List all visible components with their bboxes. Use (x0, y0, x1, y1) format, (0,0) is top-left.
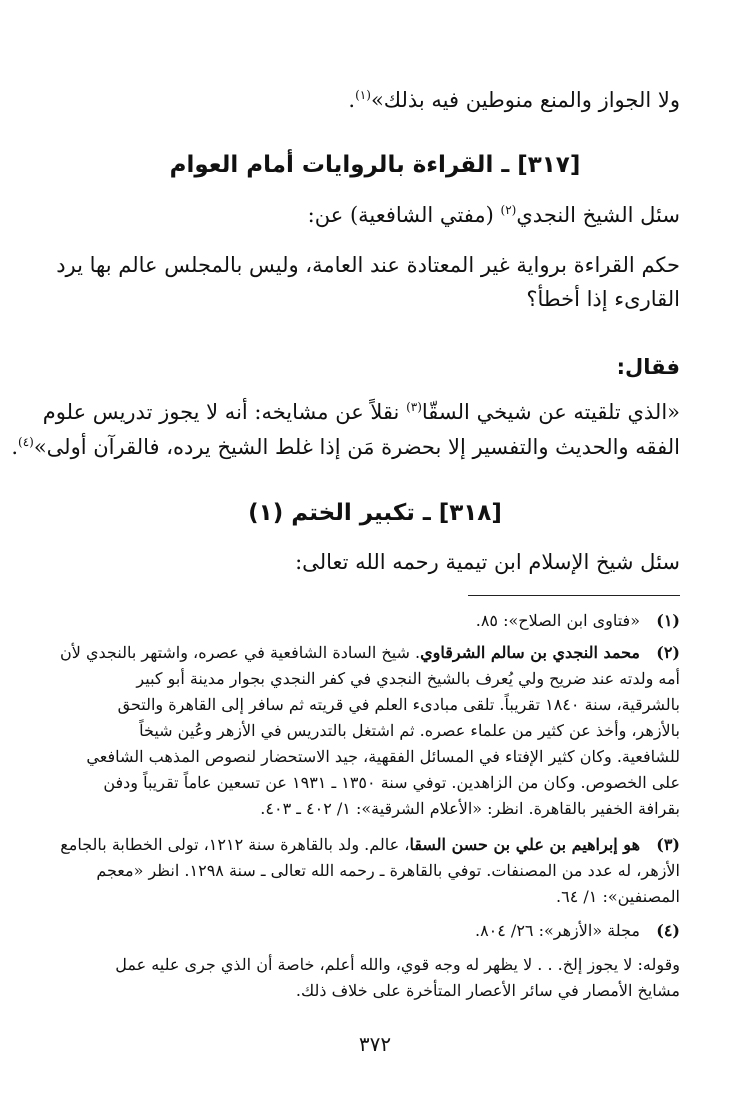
continuation-line: ولا الجواز والمنع منوطين فيه بذلك»$^{(١)}$. (348, 88, 680, 112)
footnote-separator (468, 595, 680, 596)
footnote-number: (١) (656, 611, 680, 630)
footnote-ref-3: (٣) (406, 400, 422, 414)
section-heading-317: [٣١٧] ـ القراءة بالروايات أمام العوام (169, 152, 581, 178)
question-intro-2: سئل شيخ الإسلام ابن تيمية رحمه الله تعالى: (295, 550, 680, 574)
question-text-line-1: حكم القراءة برواية غير المعتادة عند العامة، وليس بالمجلس عالم بها يرد (56, 253, 680, 277)
footnote-number: (٢) (656, 643, 680, 662)
footnote-2-line-2: أمه ولدته عند ضريح ولي يُعرف بالشيخ النجدي في كفر النجدي بجوار مدينة أبو كبير (136, 669, 680, 688)
footnote-2-line-7: بقرافة الخفير بالقاهرة. انظر: «الأعلام الشرقية»: ١/ ٤٠٢ ـ ٤٠٣. (260, 799, 680, 818)
question-text-line-2: القارىء إذا أخطأ؟ (526, 287, 680, 311)
footnote-text: هو إبراهيم بن علي بن حسن السقا، عالم. ولد بالقاهرة سنة ١٢١٢، تولى الخطابة بالجامع (60, 835, 640, 854)
footnote-ref-4: (٤) (18, 435, 34, 449)
footnote-ref-1: (١) (355, 88, 371, 102)
answer-line-1: «الذي تلقيته عن شيخي السقّا$^{(٣)}$ نقلاً عن مشايخه: أنه لا يجوز تدريس علوم (42, 400, 680, 424)
answer-line-2: الفقه والحديث والتفسير إلا بحضرة مَن إذا غلط الشيخ يرده، فالقرآن أولى»$^{(٤)}$. (11, 435, 680, 459)
section-heading-318: [٣١٨] ـ تكبير الختم (١) (248, 500, 502, 526)
footnote-3-line-2: الأزهر، له عدد من المصنفات. توفي بالقاهرة ـ رحمه الله تعالى ـ سنة ١٢٩٨. انظر «معجم (96, 861, 680, 880)
footnote-text: مجلة «الأزهر»: ٢٦/ ٨٠٤. (474, 921, 640, 940)
footnote-text: محمد النجدي بن سالم الشرقاوي. شيخ السادة الشافعية في عصره، واشتهر بالنجدي لأن (60, 643, 640, 662)
footnote-2-line-3: بالشرقية، سنة ١٨٤٠ تقريباً. تلقى مبادىء العلم في قريته ثم سافر إلى القاهرة والتحق (117, 695, 680, 714)
question-intro-1: سئل الشيخ النجدي$^{(٢)}$ (مفتي الشافعية) عن: (307, 203, 680, 227)
footnote-2-line-5: للشافعية. وكان كثير الإفتاء في المسائل الفقهية، جيد الاستحضار لنصوص المذهب الشافعي (86, 747, 680, 766)
answer-label: فقال: (616, 355, 680, 379)
footnote-number: (٤) (656, 921, 680, 940)
footnote-3-line-3: المصنفين»: ١/ ٦٤. (556, 887, 680, 906)
footnote-2-line-4: بالأزهر، وأخذ عن كثير من علماء عصره. ثم اشتغل بالتدريس في الأزهر وعُين شيخاً (139, 721, 680, 740)
footnote-number: (٣) (656, 835, 680, 854)
footnote-2-line-6: على الخصوص. وكان من الزاهدين. توفي سنة ١٣٥٠ ـ ١٩٣١ عن تسعين عاماً تقريباً ودفن (103, 773, 680, 792)
footnote-ref-2: (٢) (500, 203, 517, 217)
footnote-text: «فتاوى ابن الصلاح»: ٨٥. (475, 611, 640, 630)
document-page: ولا الجواز والمنع منوطين فيه بذلك»$^{(١)}$. [٣١٧] ـ القراءة بالروايات أمام العوام سئل الشيخ النجدي$^{(٢)}$ (مفتي الشافعية) عن: حكم القراءة برواية غير المعتادة عند العامة، وليس بالمجلس عالم بها يرد القارىء إذا أخطأ؟ فقال: «الذي تلقيته عن شيخي السقّا$^{(٣)}$ نقلاً عن مشايخه: أنه لا يجوز تدريس علوم الفقه والحديث والتفسير إلا بحضرة مَن إذا غلط الشيخ يرده، فالقرآن أولى»$^{(٤)}$. [٣١٨] ـ تكبير الختم (١) سئل شيخ الإسلام ابن تيمية رحمه الله تعالى: (١) «فتاوى ابن الصلاح»: ٨٥. (٢) محمد النجدي بن سالم الشرقاوي. شيخ السادة الشافعية في عصره، واشتهر بالنجدي لأن أمه ولدته عند ضريح ولي يُعرف بالشيخ النجدي في كفر النجدي بجوار مدينة أبو كبير بالشرقية، سنة ١٨٤٠ تقريباً. تلقى مبادىء العلم في قريته ثم سافر إلى القاهرة والتحق بالأزهر، وأخذ عن كثير من علماء عصره. ثم اشتغل بالتدريس في الأزهر وعُين شيخاً للشافعية. وكان كثير الإفتاء في المسائل الفقهية، جيد الاستحضار لنصوص المذهب الشافعي على الخصوص. وكان من الزاهدين. توفي سنة ١٣٥٠ ـ ١٩٣١ عن تسعين عاماً تقريباً ودفن بقرافة الخفير بالقاهرة. انظر: «الأعلام الشرقية»: ١/ ٤٠٢ ـ ٤٠٣. (٣) هو إبراهيم بن علي بن حسن السقا، عالم. ولد بالقاهرة سنة ١٢١٢، تولى الخطابة بالجامع الأزهر، له عدد من المصنفات. توفي بالقاهرة ـ رحمه الله تعالى ـ سنة ١٢٩٨. انظر «معجم المصنفين»: ١/ ٦٤. (٤) مجلة «الأزهر»: ٢٦/ ٨٠٤. وقوله: لا يجوز إلخ. . . لا يظهر له وجه قوي، والله أعلم، خاصة أن الذي جرى عليه عمل مشايخ الأمصار في سائر الأعصار المتأخرة على خلاف ذلك. ٣٧٢ (0, 0, 750, 1110)
page-number: ٣٧٢ (358, 1032, 392, 1056)
